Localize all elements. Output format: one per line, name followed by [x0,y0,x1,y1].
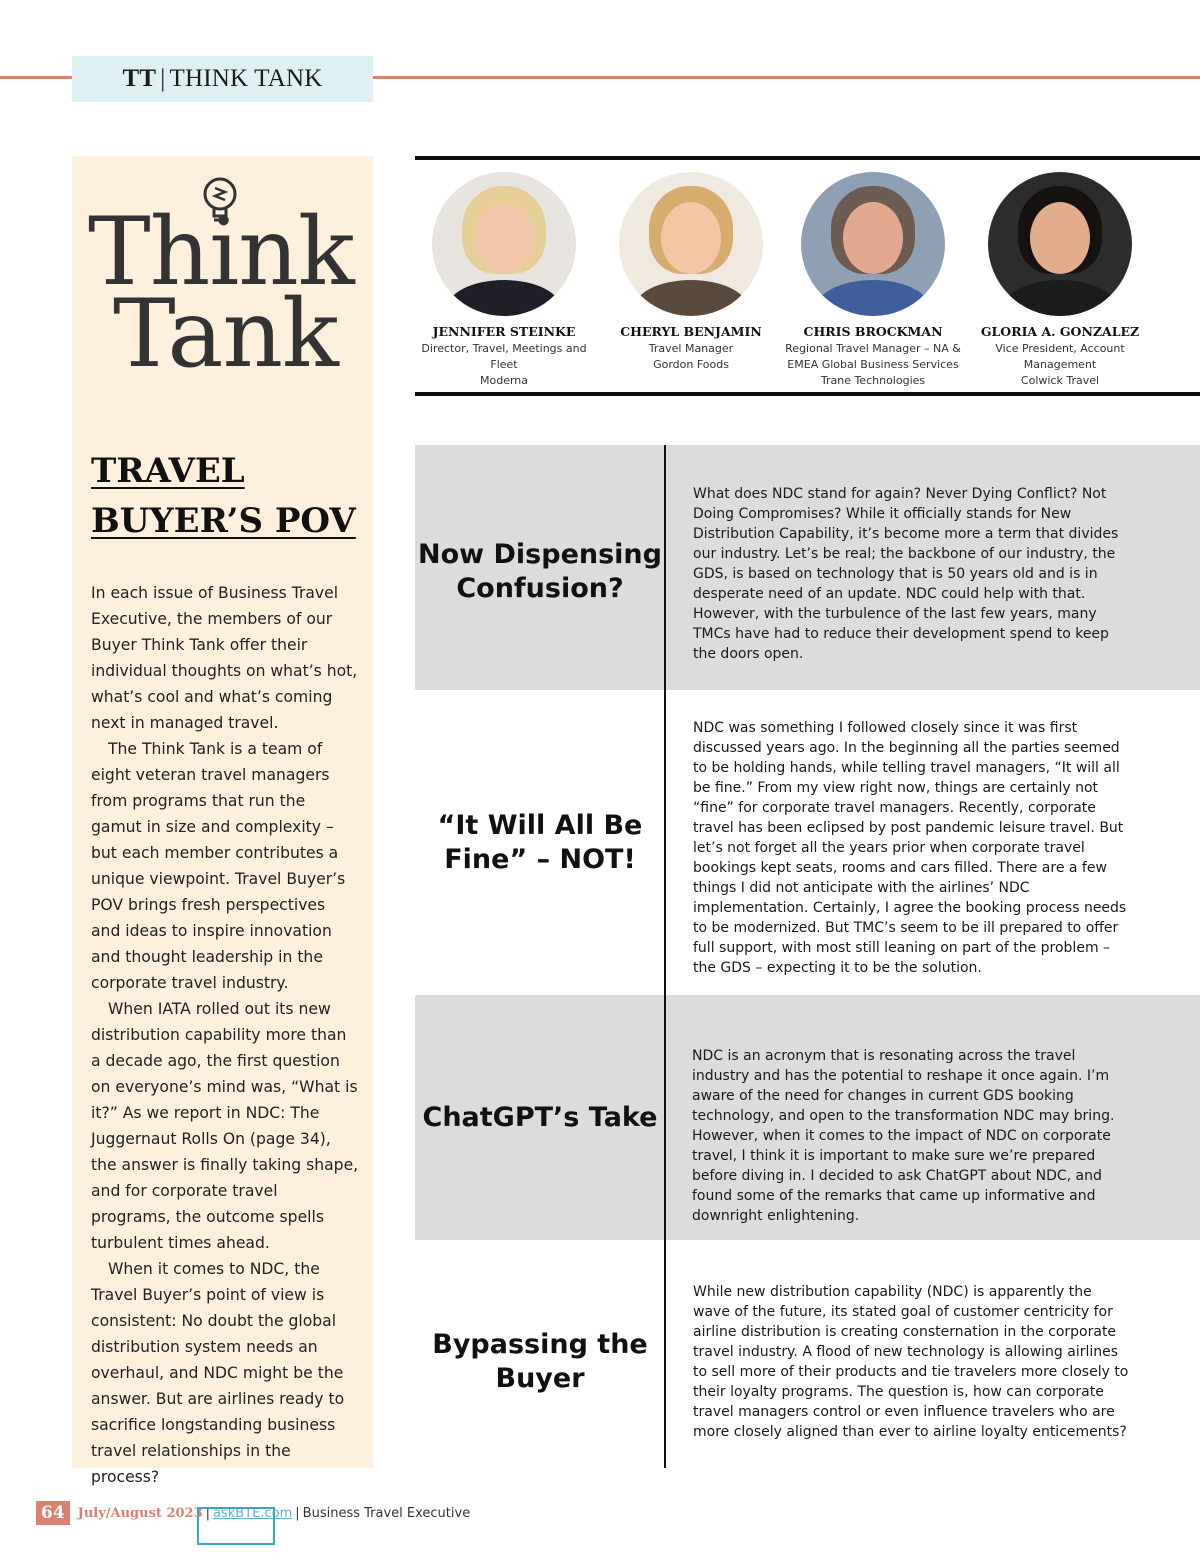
member-name: JENNIFER STEINKE [432,324,576,339]
member-name: GLORIA A. GONZALEZ [980,324,1140,339]
qa-row [415,1240,1200,1468]
page-number: 64 [36,1501,70,1525]
member-card [596,172,786,373]
member-org: Trane Technologies [820,374,926,387]
panel-rule-bottom [415,392,1200,396]
member-org: Gordon Foods [653,358,729,371]
pov-heading [91,446,361,546]
member-card [409,172,599,389]
member-name: CHERYL BENJAMIN [620,324,762,339]
member-card [778,172,968,389]
row-body: While new distribution capability (NDC) is apparently the wave of the future, its stated goal of customer centricity for airline distribution is creating consternation in the corporate travel industry. A flood of new technology is allowing airlines to sell more of their products and tie travelers more closely to their loyalty programs. The question is, how can corporate travel managers control or even influence travelers who are more closely aligned than ever to airline loyalty enticements? [693,1284,1129,1440]
sidebar [72,156,373,1486]
pov-heading-line2: BUYER’S POV [91,501,356,541]
member-role: Vice President, Account Management [995,342,1125,371]
intro-paragraph: When it comes to NDC, the Travel Buyer’s point of view is consistent: No doubt the global distribution system needs an overhaul, and NDC might be the answer. But are airlines ready to sacrifice longstanding business travel relationships in the process? [91,1260,345,1486]
header-rule-right [373,76,1200,79]
avatar [988,172,1132,316]
avatar [432,172,576,316]
member-org: Colwick Travel [1020,374,1100,387]
row-title: Bypassing the Buyer [432,1329,648,1394]
intro-text [91,580,359,1490]
row-body: NDC is an acronym that is resonating across the travel industry and has the potential to reshape it once again. I’m aware of the need for changes in current GDS booking technology, and open to the transformation NDC may bring. However, when it comes to the impact of NDC on corporate travel, I think it is important to make sure we’re prepared before diving in. I decided to ask ChatGPT about NDC, and found some of the remarks that came up informative and downright enlightening. [692,1048,1115,1224]
column-divider [664,445,666,1468]
row-body: What does NDC stand for again? Never Dying Conflict? Not Doing Compromises? While it officially stands for New Distribution Capability, it’s become more a term that divides our industry. Let’s be real; the backbone of our industry, the GDS, is based on technology that is 50 years old and is in desperate need of an update. NDC could help with that. However, with the turbulence of the last few years, many TMCs have had to reduce their development spend to keep the doors open. [693,486,1119,662]
member-org: Moderna [479,374,528,387]
pov-heading-line1: TRAVEL [91,451,245,491]
member-name: CHRIS BROCKMAN [803,324,943,339]
panel-rule-top [415,156,1200,160]
section-tag [72,56,373,102]
header-rule-left [0,76,72,79]
brand-title-line2: Tank [113,280,338,389]
section-name: THINK TANK [169,65,323,92]
qa-row [415,690,1200,995]
intro-paragraph: In each issue of Business Travel Executive, the members of our Buyer Think Tank offer their individual thoughts on what’s hot, what’s cool and what’s coming next in managed travel. [91,584,358,732]
row-title: ChatGPT’s Take [422,1101,658,1133]
site-link-hotspot[interactable] [197,1507,275,1545]
footer-separator: | [295,1505,300,1521]
publication-name: Business Travel Executive [302,1505,471,1521]
section-separator: | [160,65,166,92]
row-body: NDC was something I followed closely since it was first discussed years ago. In the beginning all the parties seemed to be holding hands, while telling travel managers, “It will all be fine.” From my view right now, things are certainly not “fine” for corporate travel managers. Recently, corporate travel has been eclipsed by post pandemic leisure travel. But let’s not forget all the years prior when corporate travel bookings kept seats, rooms and cars filled. There are a few things I did not anticipate with the airlines’ NDC implementation. Certainly, I agree the booking process needs to be modernized. But TMC’s seem to be ill prepared to offer full support, with most still leaning on part of the problem – the GDS – expecting it to be the solution. [693,720,1127,976]
avatar [619,172,763,316]
member-role: Director, Travel, Meetings and Fleet [421,342,587,371]
avatar [801,172,945,316]
section-abbr: TT [122,65,157,92]
qa-row [415,445,1200,690]
row-title: Now Dispensing Confusion? [418,538,662,604]
issue-date: July/August 2023 [77,1505,203,1521]
member-role: Travel Manager [648,342,734,355]
member-card [965,172,1155,389]
qa-row [415,995,1200,1240]
site-link[interactable]: askBTE.com [213,1505,293,1521]
member-role: Regional Travel Manager – NA & EMEA Global Business Services [785,342,961,371]
brand-title [88,198,373,389]
intro-paragraph: The Think Tank is a team of eight veteran travel managers from programs that run the gamut in size and complexity – but each member contributes a unique viewpoint. Travel Buyer’s POV brings fresh perspectives and ideas to inspire innovation and thought leadership in the corporate travel industry. [91,740,346,992]
footer-separator: | [205,1505,211,1521]
row-title: “It Will All Be Fine” – NOT! [437,809,643,875]
intro-paragraph: When IATA rolled out its new distribution capability more than a decade ago, the first question on everyone’s mind was, “What is it?” As we report in NDC: The Juggernaut Rolls On (page 34), the answer is finally taking shape, and for corporate travel programs, the outcome spells turbulent times ahead. [91,1000,359,1252]
brand-title-line1: Think [88,198,354,307]
